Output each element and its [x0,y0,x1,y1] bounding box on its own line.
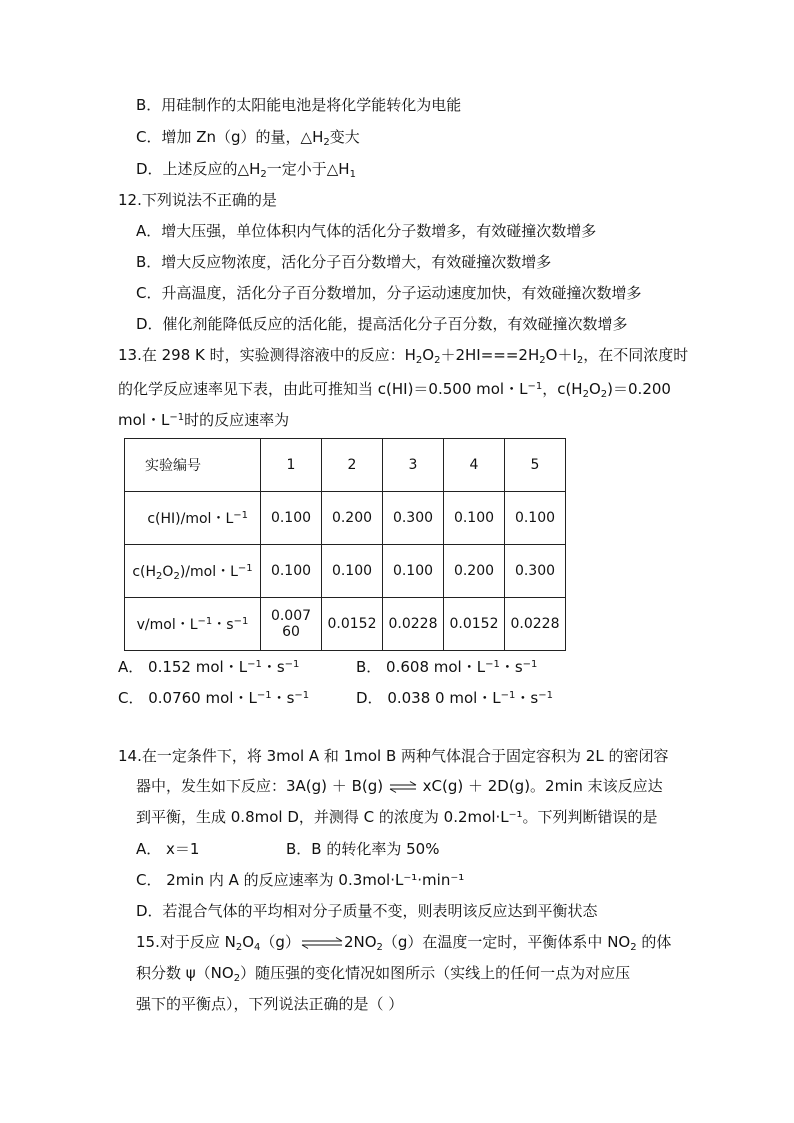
q11-option-c: C．增加 Zn（g）的量，$\triangle H_2$变大 [136,128,360,148]
table-cell: 0.300 [383,492,444,545]
equilibrium-arrow-icon [388,781,418,793]
q15-stem-line2: 积分数 $\psi(NO_2)$随压强的变化情况如图所示（实线上的任何一点为对应压 [136,964,631,984]
row-label-ch2o2: $c(H_2O_2)$/mol・$L^{-1}$ [125,545,261,598]
table-cell: 0.200 [444,545,505,598]
table-cell: 0.100 [383,545,444,598]
table-cell: 0.0228 [505,598,566,651]
table-cell: 0.100 [261,492,322,545]
q14-option-c: C． 2min 内 A 的反应速率为 0.3mol·L⁻¹·min⁻¹ [136,871,465,889]
q13-option-c: C． 0.0760 mol・$L^{-1}$・$s^{-1}$ [118,689,310,707]
q12-option-d: D．催化剂能降低反应的活化能，提高活化分子百分数，有效碰撞次数增多 [136,315,628,333]
table-cell: 0.007 60 [261,598,322,651]
table-row [125,492,566,545]
table-header-cell: 实验编号 [125,439,261,492]
q12-option-a: A．增大压强，单位体积内气体的活化分子数增多，有效碰撞次数增多 [136,222,597,240]
table-header-cell: 4 [444,439,505,492]
table-header-cell: 5 [505,439,566,492]
table-cell: 0.100 [261,545,322,598]
row-label-rate: v/mol・$L^{-1}$・$s^{-1}$ [125,598,261,651]
q12-stem: 12.下列说法不正确的是 [118,191,277,209]
q15-stem-line3: 强下的平衡点），下列说法正确的是（ ） [136,995,404,1013]
q14-stem-line2: 器中，发生如下反应：3A(g) ＋ B(g) xC(g) ＋ 2D(g)。2min 末该反应达 [136,777,663,795]
q15-stem-line1: 15.对于反应 $N_2O_4(g)$ $2NO_2(g)$在温度一定时，平衡体系中 $NO_2$ 的体 [136,933,672,953]
q11-option-d: D．上述反应的$\triangle H_2$一定小于$\triangle H_1$ [136,160,356,180]
q13-stem-line1: 13.在 298 K 时，实验测得溶液中的反应：$H_2O_2+2HI===2H_2O+I_2$，在不同浓度时 [118,346,689,366]
table-header-row [125,439,566,492]
equilibrium-arrow-icon [300,937,344,949]
table-cell: 0.0228 [383,598,444,651]
table-cell: 0.200 [322,492,383,545]
experiment-table [124,438,566,651]
table-cell: 0.100 [444,492,505,545]
q13-stem-line2: 的化学反应速率见下表，由此可推知当 c(HI)＝0.500 mol・$L^{-1}$，$c(H_2O_2)=0.200$ [118,380,671,400]
q12-option-b: B．增大反应物浓度，活化分子百分数增大，有效碰撞次数增多 [136,253,552,271]
q13-option-d: D． 0.038 0 mol・$L^{-1}$・$s^{-1}$ [356,689,553,707]
row-label-chi: c(HI)/mol・$L^{-1}$ [125,492,261,545]
q14-stem-line3: 到平衡，生成 0.8mol D，并测得 C 的浓度为 0.2mol·L⁻¹。下列判断错误的是 [136,808,658,826]
table-cell: 0.0152 [322,598,383,651]
q11-option-b: B．用硅制作的太阳能电池是将化学能转化为电能 [136,96,462,114]
table-header-cell: 3 [383,439,444,492]
q13-option-a: A． 0.152 mol・$L^{-1}$・$s^{-1}$ [118,658,300,676]
table-header-cell: 2 [322,439,383,492]
table-row [125,545,566,598]
q14-option-b: B．B 的转化率为 50% [286,840,440,858]
table-cell: 0.100 [505,492,566,545]
q14-stem-line1: 14.在一定条件下，将 3mol A 和 1mol B 两种气体混合于固定容积为 2L 的密闭容 [118,747,669,765]
table-row [125,598,566,651]
q13-stem-line3: mol・$L^{-1}$时的反应速率为 [118,411,290,429]
table-cell: 0.0152 [444,598,505,651]
table-header-cell: 1 [261,439,322,492]
q14-option-a: A． x＝1 [136,840,200,858]
q14-option-d: D．若混合气体的平均相对分子质量不变，则表明该反应达到平衡状态 [136,902,598,920]
q13-option-b: B． 0.608 mol・$L^{-1}$・$s^{-1}$ [356,658,538,676]
q12-option-c: C．升高温度，活化分子百分数增加，分子运动速度加快，有效碰撞次数增多 [136,284,642,302]
table-cell: 0.100 [322,545,383,598]
table-cell: 0.300 [505,545,566,598]
